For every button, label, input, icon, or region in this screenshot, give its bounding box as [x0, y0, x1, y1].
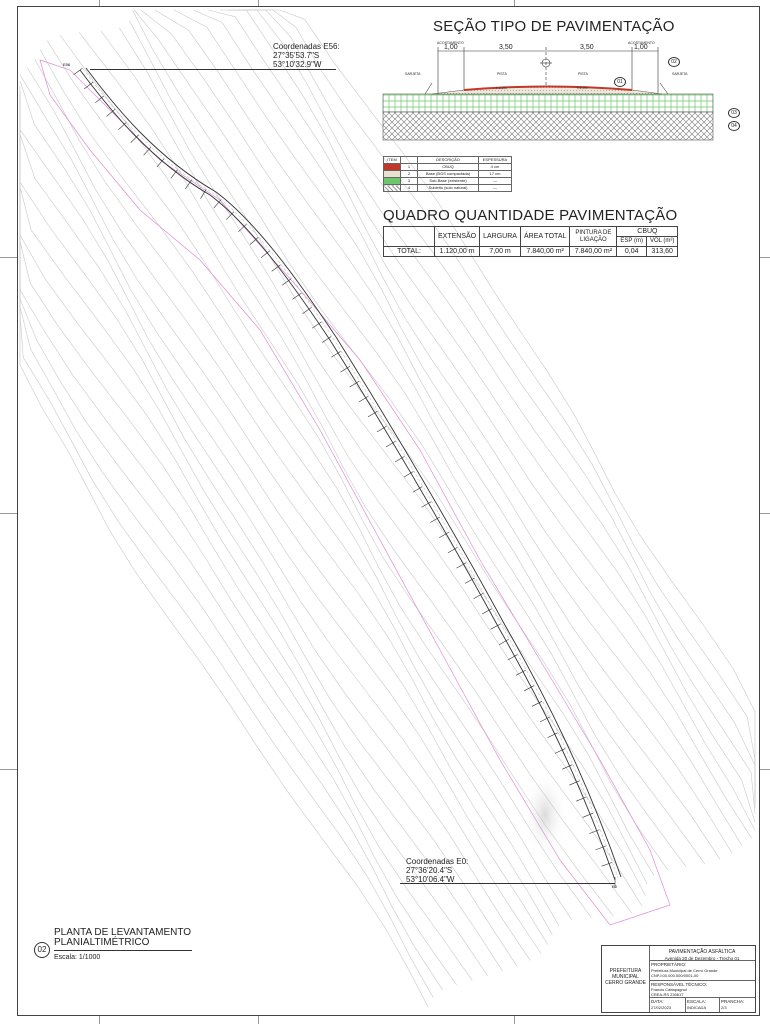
tb-owner: Prefeitura Municipal de Cerro Grande: [651, 968, 718, 973]
contour-line: [40, 50, 613, 917]
qty-h-extensao: EXTENSÃO: [435, 227, 480, 247]
layers-legend: [383, 156, 512, 192]
tb-date: 27/02/2023: [651, 1005, 672, 1010]
legend-row: [384, 178, 512, 185]
legend-desc: Base (BGS compactada): [418, 171, 479, 178]
slope-right-label: i=2,0%: [577, 86, 588, 90]
coords-bottom: [406, 857, 468, 884]
station-tick: [226, 212, 234, 220]
property-boundary: [40, 60, 670, 925]
contour-line: [79, 32, 645, 895]
legend-thickness: —: [479, 178, 512, 185]
legend-desc: CBUQ: [418, 164, 479, 171]
legend-row: [384, 171, 512, 178]
legend-item: 4: [401, 185, 418, 192]
acost-left-label: ACOSTAMENTO: [437, 41, 464, 45]
callout-01: 01: [614, 77, 626, 87]
legend-swatch: [384, 171, 401, 178]
sarjeta-left-label: SARJETA: [405, 72, 421, 76]
station-tick: [131, 135, 139, 143]
callout-04: 04: [728, 121, 740, 131]
qty-h-vol: VOL (m³): [646, 237, 677, 247]
tb-org: PREFEITURA MUNICIPAL CERRO GRANDE: [605, 968, 646, 986]
tb-sheet-label: PRANCHA:: [721, 999, 745, 1004]
qty-h-cbuq: CBUQ: [617, 227, 678, 237]
coords-bottom-leader: [400, 883, 615, 884]
qty-total-label: TOTAL:: [384, 247, 435, 257]
qty-total-row: [384, 247, 678, 257]
legend-item: 3: [401, 178, 418, 185]
tb-tech-name: Francis Cattapagnol: [651, 987, 687, 992]
coords-top: [273, 42, 340, 69]
tb-subject: Avenida 20 de Dezembro - Trecho 01: [664, 956, 740, 961]
qty-largura: 7,00 m: [480, 247, 521, 257]
qty-vol: 313,60: [646, 247, 677, 257]
coords-top-label: Coordenadas E56:: [273, 42, 340, 51]
contour-line: [20, 75, 559, 926]
qty-pintura: 7.840,00 m²: [570, 247, 617, 257]
dim-acost-left: 1,00: [444, 44, 458, 51]
contour-line: [20, 141, 443, 990]
dim-lane-right: 3,50: [580, 44, 594, 51]
coords-bottom-label: Coordenadas E0:: [406, 857, 469, 866]
legend-item: 2: [401, 171, 418, 178]
legend-desc: Subleito (solo natural): [418, 185, 479, 192]
quantities-title: QUADRO QUANTIDADE PAVIMENTAÇÃO: [383, 207, 678, 224]
legend-header-color: [401, 157, 418, 164]
contour-line: [20, 147, 428, 1007]
plan-title-rule: [54, 950, 192, 951]
legend-desc: Sub-Base (existente): [418, 178, 479, 185]
coords-top-leader: [90, 69, 336, 70]
qty-esp: 0,04: [617, 247, 647, 257]
cross-section-drawing: [380, 38, 750, 143]
station-start-label: E56: [63, 62, 71, 67]
legend-header-desc: DESCRIÇÃO: [418, 157, 479, 164]
qty-h-area: ÁREA TOTAL: [520, 227, 569, 247]
tb-tech-crea: CREA-RS 230617: [651, 992, 684, 997]
plan-title: [54, 928, 191, 948]
tb-scale-label: ESCALA:: [687, 999, 707, 1004]
qty-extensao: 1.120,00 m: [435, 247, 480, 257]
station-end-label: E0: [612, 884, 617, 889]
legend-thickness: —: [479, 185, 512, 192]
callout-03: 03: [728, 108, 740, 118]
legend-row: [384, 185, 512, 192]
pista-right-label: PISTA: [578, 72, 588, 76]
shaded-terrain: [523, 770, 567, 860]
legend-thickness: 4 cm: [479, 164, 512, 171]
section-title: SEÇÃO TIPO DE PAVIMENTAÇÃO: [433, 18, 675, 35]
contour-line: [27, 68, 571, 920]
coords-bottom-lon: 53°10'06.4"W: [406, 875, 455, 884]
qty-h-esp: ESP (m): [617, 237, 647, 247]
legend-swatch: [384, 164, 401, 171]
coords-top-lat: 27°35'53.7"S: [273, 51, 320, 60]
legend-header-thickness: ESPESSURA: [479, 157, 512, 164]
qty-area: 7.840,00 m²: [520, 247, 569, 257]
plan-title-line1: PLANTA DE LEVANTAMENTO: [54, 927, 192, 938]
qty-h-largura: LARGURA: [480, 227, 521, 247]
tb-owner-cnpj: CNPJ:00.000.000/0001-00: [651, 973, 699, 978]
tb-tech-label: RESPONSÁVEL TÉCNICO:: [651, 982, 708, 987]
road-axis: [80, 68, 621, 880]
sarjeta-right-label: SARJETA: [672, 72, 688, 76]
quantities-table: [383, 226, 678, 257]
contour-line: [20, 133, 457, 985]
legend-swatch: [384, 185, 401, 192]
tb-divider: [649, 997, 755, 998]
plan-number: 02: [34, 942, 50, 958]
qty-h-pintura: PINTURA DE LIGAÇÃO: [570, 227, 617, 247]
slope-left-label: i=2,0%: [496, 86, 507, 90]
tb-divider: [649, 980, 755, 981]
title-block: [601, 945, 756, 1013]
legend-thickness: 17 cm: [479, 171, 512, 178]
dim-acost-right: 1,00: [634, 44, 648, 51]
tb-sheet: 2/3: [721, 1005, 727, 1010]
callout-02: 02: [668, 57, 680, 67]
acost-right-label: ACOSTAMENTO: [628, 41, 655, 45]
tb-divider: [685, 997, 686, 1012]
coords-bottom-lat: 27°36'20.4"S: [406, 866, 453, 875]
tb-owner-label: PROPRIETÁRIO:: [651, 962, 687, 967]
plan-scale: Escala: 1/1000: [54, 954, 101, 961]
dim-lane-left: 3,50: [499, 44, 513, 51]
tb-project: PAVIMENTAÇÃO ASFÁLTICA: [668, 949, 736, 955]
pista-left-label: PISTA: [497, 72, 507, 76]
legend-swatch: [384, 178, 401, 185]
tb-scale: INDICADA: [687, 1005, 707, 1010]
tb-date-label: DATA:: [651, 999, 664, 1004]
tb-divider: [719, 997, 720, 1012]
legend-row: [384, 164, 512, 171]
legend-item: 1: [401, 164, 418, 171]
coords-top-lon: 53°10'32.9"W: [273, 60, 322, 69]
qty-corner: [384, 227, 435, 247]
legend-header: [384, 157, 512, 164]
plan-title-line2: PLANIALTIMÉTRICO: [54, 937, 150, 948]
legend-header-item: ITEM: [384, 157, 401, 164]
